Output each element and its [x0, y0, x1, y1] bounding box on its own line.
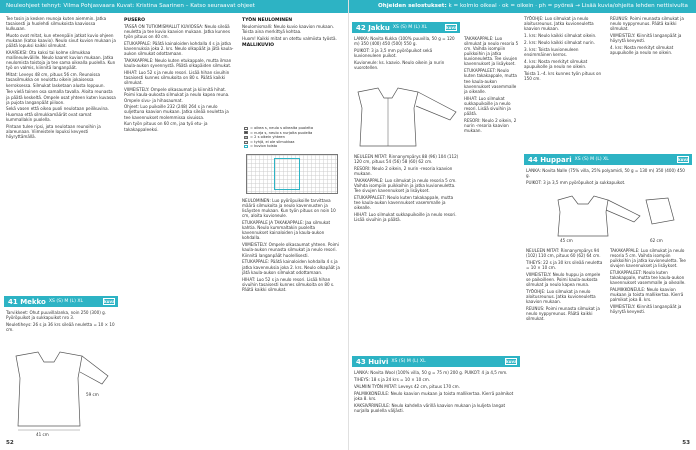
purl-symbol-icon: [244, 131, 248, 134]
pattern-42-header: 42 Jakku XS (S) M (L) XL kuva: [352, 22, 460, 33]
pattern-44-header: 44 Huppari XS (S) M (L) XL kuva: [524, 154, 692, 165]
photo-reference-icon: kuva: [506, 359, 517, 364]
left-column-2: PUSERO TÄSSÄ ON TUTKIMISMALLIT KUVIOSSA: Neulo sileää neuletta ja tee kuvio kaavion mukaan. Jatka kunnes työn pituus on 40 cm. ETUKAPPALE: Päätä kainaloiden kohdalla 4 s ja jatka kavennuksia joka 2. krs. Neulo olkapäät ja jätä kaula-aukon silmukat odottamaan. TAKAKAPPALE: Neulo kuten etukappale, mutta ilman kaula-aukon syvennystä. Päätä olkapäiden silmukat. HIHAT: Luo 52 s ja neulo resori. Lisää hihan sivuihin tasaisesti kunnes silmukoita on 80 s. Päätä kaikki silmukat. VIIMEISTELY: Ompele olkasaumat ja kiinnitä hihat. Poimi kaula-aukosta silmukat ja neulo kapea reuna. Ompele sivu- ja hihasaumat. Ohjeet: Luo puikoille 232 (248) 264 s ja neulo suljettuna kaavion mukaan. Jatka sileää neuletta ja tee kavennukset molemmissa sivuissa. Kun työn pituus on 60 cm, jaa työ etu- ja takakappaleeksi.: [124, 18, 234, 132]
stitch-chart-repeat-box: [274, 158, 300, 190]
pattern-44-schematic: [528, 194, 688, 240]
left-column-3-lower: NEULOMINEN: Luo pyöröpuikoille tarvittava määrä silmukoita ja neulo kavennusten ja lisäysten mukaan. Kun työn pituus on noin 10 cm, aloita kuvioneule. ETUKAPPALE JA TAKAKAPPALE: Jaa silmukat kahtia. Neulo kummaltakin puolelta kavennukset kainaloiden ja kaula-aukon kohdalla. VIIMEISTELY: Ompele olkasaumat yhteen. Poimi kaula-aukon reunasta silmukat ja neulo resori. Kiinnitä langanpäät huolellisesti. ETUKAPPALE: Päätä kainaloiden kohdalla 4 s ja jatka kavennuksia joka 2. krs. Neulo olkapäät ja jätä kaula-aukon silmukat odottamaan. HIHAT: Luo 52 s ja neulo resori. Lisää hihan sivuihin tasaisesti kunnes silmukoita on 80 s. Päätä kaikki silmukat.: [242, 198, 340, 292]
schematic-label-chest: 45 cm: [560, 238, 573, 243]
page-header-right: Ohjeiden selostukset: k = kolmio oikeal · ok = oikein · ph = pyöreä → Lisää kuvia/ohjeita lehden nettisivulta: [348, 0, 696, 13]
pattern-43-text: LANKA: Novita Wool (100% villa, 50 g = 75 m) 200 g. PUIKOT: 4 ja 4,5 mm. TIHEYS: 18 s ja 24 krs = 10 × 10 cm. VALMIIN TYÖN MITAT: Leveys 42 cm, pituus 170 cm. PALMIKKONEULE: Neulo kaavion mukaan ja toista mallikertaa. Kierrä palmikot joka 8. krs. KAKSIVÄRINEULE: Neulo kahdella värillä kaavion mukaan ja kuljeta langat nurjalla puolella väljästi.: [354, 370, 514, 413]
page-gutter: [348, 0, 349, 450]
k2tog-symbol-icon: [244, 136, 248, 139]
pattern-41-text: Tarvikkeet: Ohut puuvillalanka, noin 250 (300) g. Pyöröpuikot ja sukkapuikot nro 3. Neuletiheys: 26 s ja 36 krs sileää neuletta = 10 × 10 cm.: [6, 310, 115, 333]
repeat-symbol-icon: [244, 145, 248, 148]
page-header-left: Neuleohjeet tehnyt: Vilma Pohjasvaara Kuvat: Kristina Saarinen – Katso seuraavat ohjeet: [0, 0, 348, 13]
no-stitch-symbol-icon: [244, 141, 248, 144]
pattern-44-text-top: LANKA: Novita Nalle (75% villa, 25% polyamidi, 50 g = 130 m) 350 (400) 450 g. PUIKOT: 3 ja 3,5 mm pyöröpuikot ja sukkapuikot.: [526, 168, 685, 185]
pattern-41-schematic: [8, 348, 116, 432]
stitch-legend: = oikea s, neulo s oikealta puolelta = nurja s, neulo s nurjalta puolelta = 2 s oikein yhteen = tyhjä, ei ole silmukkaa = kuvion toisto: [244, 126, 342, 149]
pattern-44-text-col1: NEULEEN MITAT: Rinnanympärys 94 (102) 110 cm, pituus 60 (62) 64 cm. TIHEYS: 22 s ja 30 krs sileää neuletta = 10 × 10 cm. VIIMEISTELY: Neulo huppu ja ompele se paikoilleen. Poimi kaula-aukosta silmukat ja neulo kapea reuna. TYÖOHJE: Luo silmukat ja neulo aloitusreunus. Jatka kuvioneuletta kaavion mukaan. REUNUS: Poimi reunasta silmukat ja neulo nyppyreunus. Päätä kaikki silmukat.: [526, 248, 603, 322]
schematic-label-length-44: 62 cm: [650, 238, 663, 243]
pattern-44-text-col2: TAKAKAPPALE: Luo silmukat ja neulo resoria 5 cm. Vaihda isompiin puikkoihin ja jatka kuvioneuletta. Tee sivujen kavennukset ja lisäykset. ETUKAPPALEET: Neulo kuten takakappale, mutta tee kaula-aukon kavennukset vasemmalle ja oikealle. PALMIKKONEULE: Neulo kaavion mukaan ja toista mallikertaa. Kierrä palmikot joka 8. krs. VIIMEISTELY: Kiinnitä langanpäät ja höyrytä kevyesti.: [610, 248, 686, 315]
right-column-continuation: TYÖOHJE: Luo silmukat ja neulo aloitusreunus. Jatka kuvioneuletta kaavion mukaan. 1. krs: Neulo kaikki silmukat oikein. 2. krs: Neulo kaikki silmukat nurin. 3. krs: Toista kuvioneuleen ensimmäinen kerros. 4. krs: Nosta merkityt silmukat apupuikolle ja neulo ne oikein. Toista 1.–4. krs kunnes työn pituus on 150 cm.: [524, 16, 602, 81]
page-number-right: 53: [682, 440, 690, 446]
page-number-left: 52: [6, 440, 14, 446]
pattern-42-schematic: [352, 86, 462, 152]
schematic-label-length: 59 cm: [86, 392, 99, 397]
photo-reference-icon: kuva: [678, 157, 689, 162]
pattern-42-text-col2: TAKAKAPPALE: Luo silmukat ja neulo resoria 5 cm. Vaihda isompiin puikkoihin ja jatka kuvioneuletta. Tee sivujen kavennukset ja lisäykset. ETUKAPPALEET: Neulo kuten takakappale, mutta tee kaula-aukon kavennukset vasemmalle ja oikealle. HIHAT: Luo silmukat sukkapuikoille ja neulo resori. Lisää sivuihin ja päätä. RESORI: Neulo 2 oikein, 2 nurin -resoria kaavion mukaan.: [464, 36, 519, 133]
pattern-41-header: 41 Mekko XS (S) M (L) XL kuva: [4, 296, 118, 307]
pattern-42-text-main: NEULEEN MITAT: Rinnanympärys 88 (96) 104 (112) 120 cm, pituus 54 (56) 58 (60) 62 cm. RESORI: Neulo 2 oikein, 2 nurin -resoria kaavion mukaan. TAKAKAPPALE: Luo silmukat ja neulo resoria 5 cm. Vaihda isompiin puikkoihin ja jatka kuvioneuletta. Tee sivujen kavennukset ja lisäykset. ETUKAPPALEET: Neulo kuten takakappale, mutta tee kaula-aukon kavennukset vasemmalle ja oikealle. HIHAT: Luo silmukat sukkapuikoille ja neulo resori. Lisää sivuihin ja päätä.: [354, 154, 459, 223]
left-column-1: Tee tosin ja kesken reunoja kuten aiemmin. Jatka tasaisesti ja huolehdi silmukoista kaaviossa kulkuaan. Muoto ovat mitat, kun eteenpäin jatkat kuvio ohjeen mukaan (katso kaavio). Neulo sivut kuvion mukaan ja päätä lopuksi kaikki silmukat. KAAREKSI: Ota kaksi tai kolme silmukkaa mallineulevälille. Neulo kaaret kuvion mukaan. Jatka neulomista toistoja ja tee sama oikealla puolella. Kun työ on valmis, kiinnitä langanpäät. Mitat: Leveys 48 cm, pituus 56 cm. Reunoissa tasasilmukka on neulottu oikein jokaisessa kerroksessa. Silmukat lasketaan alusta loppuun. Tee vielä toinen osa samalla tavalla. Aloita reunasta ja päätä keskeltä. Ompele osat yhteen kuten kuvassa ja pujota langanpäät piiloon. Sekä vasen että oikea puoli neulotaan peilikuvina. Huomaa että silmukkamäärät ovat samat kummallakin puolella. Pintaan tulee ripsi, jota neulotaan reunoihin ja alareunaan. Viimeistele lopuksi kevyesti höyryttämällä.: [6, 16, 116, 139]
left-column-3: TYÖN NEULOMINEN Neulomismalli: Neulo kuvio kaavion mukaan. Toista aina merkittyä kohtaa. Huom! Kaikki mitat on otettu valmiista työstä. MALLIKUVIO: [242, 18, 337, 49]
photo-reference-icon: kuva: [104, 299, 115, 304]
schematic-label-width: 41 cm: [36, 432, 49, 437]
pattern-42-text-top: LANKA: Novita Kukka (100% puuvilla, 50 g = 120 m) 350 (400) 450 (500) 550 g. PUIKOT: 3 ja 3,5 mm pyöröpuikot sekä kuvioneuleen puikot. Kuvioneule: ks. kaavio. Neulo oikein ja nurin vuorotellen.: [354, 36, 455, 71]
right-column-continuation-2: REUNUS: Poimi reunasta silmukat ja neulo nyppyreunus. Päätä kaikki silmukat. VIIMEISTELY: Kiinnitä langanpäät ja höyrytä kevyesti. 4. krs: Nosta merkityt silmukat apupuikolle ja neulo ne oikein.: [610, 16, 684, 56]
pattern-43-header: 43 Huivi XS (S) M (L) XL kuva: [352, 356, 520, 367]
knit-symbol-icon: [244, 127, 248, 130]
photo-reference-icon: kuva: [446, 25, 457, 30]
